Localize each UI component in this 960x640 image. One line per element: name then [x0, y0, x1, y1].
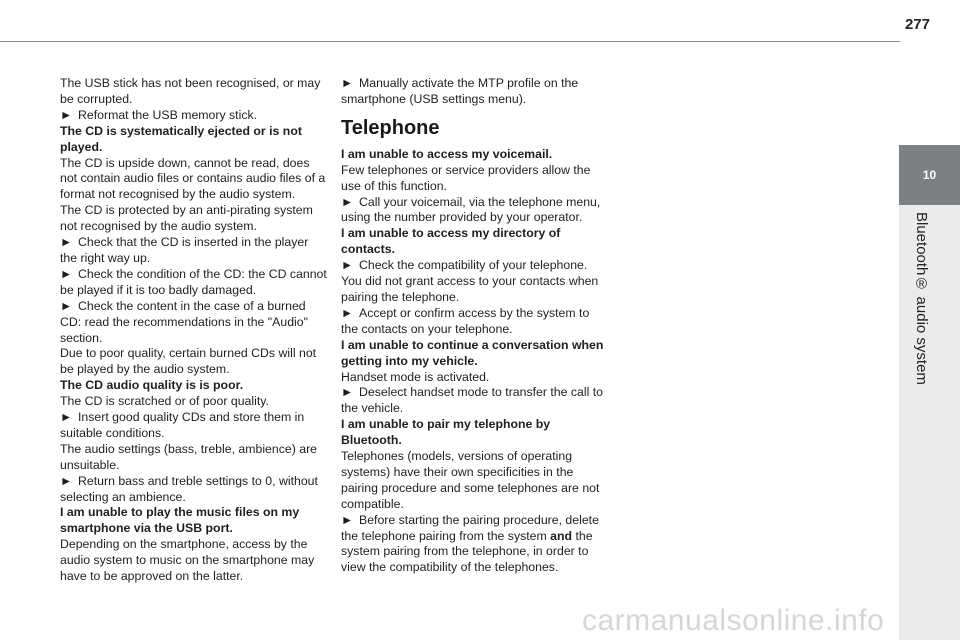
- instruction-text: Check the compatibility of your telephone.: [359, 258, 588, 273]
- instruction-text: Reformat the USB memory stick.: [78, 107, 258, 122]
- body-text: Telephones (models, versions of operating systems) have their own specificities in the pairing procedure and some telephones are not compatible.: [341, 449, 600, 511]
- right-column: [341, 76, 609, 576]
- instruction-text: Check that the CD is inserted in the player the right way up.: [60, 235, 309, 265]
- instruction-item: [60, 299, 328, 347]
- body-text: The CD is protected by an anti-pirating system not recognised by the audio system.: [60, 203, 313, 234]
- instruction-item: [341, 513, 609, 577]
- instruction-item: [60, 474, 328, 506]
- left-column: [60, 76, 328, 585]
- instruction-item: [60, 410, 328, 442]
- page-number: 277: [904, 16, 930, 33]
- problem-heading: [60, 378, 328, 394]
- instruction-text: the system pairing from the telephone, in order to view the compatibility of the telephones.: [341, 528, 593, 575]
- instruction-item: [60, 108, 328, 124]
- problem-heading-text: I am unable to pair my telephone by Bluetooth.: [341, 417, 551, 448]
- header-divider: [0, 41, 900, 42]
- problem-heading-text: The CD audio quality is is poor.: [60, 378, 244, 393]
- problem-heading: [341, 417, 609, 449]
- instruction-item: [341, 76, 609, 108]
- problem-heading: [341, 226, 609, 258]
- arrow-icon: ►: [60, 266, 73, 281]
- problem-heading-text: I am unable to access my voicemail.: [341, 146, 553, 161]
- instruction-text: Call your voicemail, via the telephone menu, using the number provided by your operator.: [341, 194, 601, 225]
- arrow-icon: ►: [341, 305, 354, 320]
- problem-heading: [341, 147, 609, 163]
- problem-heading: [60, 124, 328, 156]
- body-text: The USB stick has not been recognised, or may be corrupted.: [60, 76, 321, 106]
- body-text: Few telephones or service providers allow the use of this function.: [341, 162, 591, 193]
- chapter-number: 10: [922, 168, 937, 182]
- watermark: carmanualsonline.info: [582, 604, 885, 637]
- arrow-icon: ►: [60, 298, 73, 313]
- arrow-icon: ►: [341, 258, 354, 273]
- problem-heading: [341, 338, 609, 370]
- arrow-icon: ►: [341, 76, 354, 90]
- problem-heading-text: I am unable to access my directory of contacts.: [341, 226, 561, 257]
- instruction-text: Return bass and treble settings to 0, without selecting an ambience.: [60, 473, 318, 504]
- instruction-item: [341, 306, 609, 338]
- body-text: Depending on the smartphone, access by the audio system to music on the smartphone may have to be approved on the latter.: [60, 537, 315, 584]
- instruction-item: [60, 267, 328, 299]
- instruction-text: Manually activate the MTP profile on the smartphone (USB settings menu).: [341, 76, 579, 106]
- chapter-tab: [899, 145, 960, 205]
- instruction-text: Check the condition of the CD: the CD cannot be played if it is too badly damaged.: [60, 266, 327, 297]
- arrow-icon: ►: [60, 235, 73, 250]
- arrow-icon: ►: [60, 473, 73, 488]
- instruction-text: Deselect handset mode to transfer the call to the vehicle.: [341, 385, 604, 416]
- instruction-item: [341, 195, 609, 227]
- instruction-text: Check the content in the case of a burned CD: read the recommendations in the "Audio" section.: [60, 298, 308, 345]
- section-title: Bluetooth® audio system: [913, 212, 930, 385]
- arrow-icon: ►: [60, 107, 73, 122]
- body-text: The CD is scratched or of poor quality.: [60, 394, 269, 409]
- instruction-item: [60, 235, 328, 267]
- problem-heading-text: The CD is systematically ejected or is not played.: [60, 123, 302, 154]
- body-text: Due to poor quality, certain burned CDs will not be played by the audio system.: [60, 346, 317, 377]
- body-text: Handset mode is activated.: [341, 369, 490, 384]
- arrow-icon: ►: [60, 410, 73, 425]
- instruction-item: [341, 258, 609, 274]
- section-heading: Telephone: [341, 116, 440, 139]
- problem-heading: [60, 505, 328, 537]
- body-text: You did not grant access to your contacts when pairing the telephone.: [341, 274, 599, 304]
- instruction-item: [341, 385, 609, 417]
- instruction-text: Accept or confirm access by the system to the contacts on your telephone.: [341, 305, 590, 336]
- instruction-text: Before starting the pairing procedure, delete the telephone pairing from the system: [341, 512, 599, 543]
- arrow-icon: ►: [341, 512, 354, 527]
- instruction-emphasis: and: [550, 528, 573, 543]
- problem-heading-text: I am unable to play the music files on my smartphone via the USB port.: [60, 505, 300, 536]
- body-text: The CD is upside down, cannot be read, does not contain audio files or contains audio files of a format not recognised by the audio system.: [60, 155, 326, 202]
- arrow-icon: ►: [341, 194, 354, 209]
- instruction-text: Insert good quality CDs and store them in suitable conditions.: [60, 410, 305, 440]
- problem-heading-text: I am unable to continue a conversation when getting into my vehicle.: [341, 337, 604, 368]
- arrow-icon: ►: [341, 385, 354, 400]
- body-text: The audio settings (bass, treble, ambience) are unsuitable.: [60, 441, 318, 472]
